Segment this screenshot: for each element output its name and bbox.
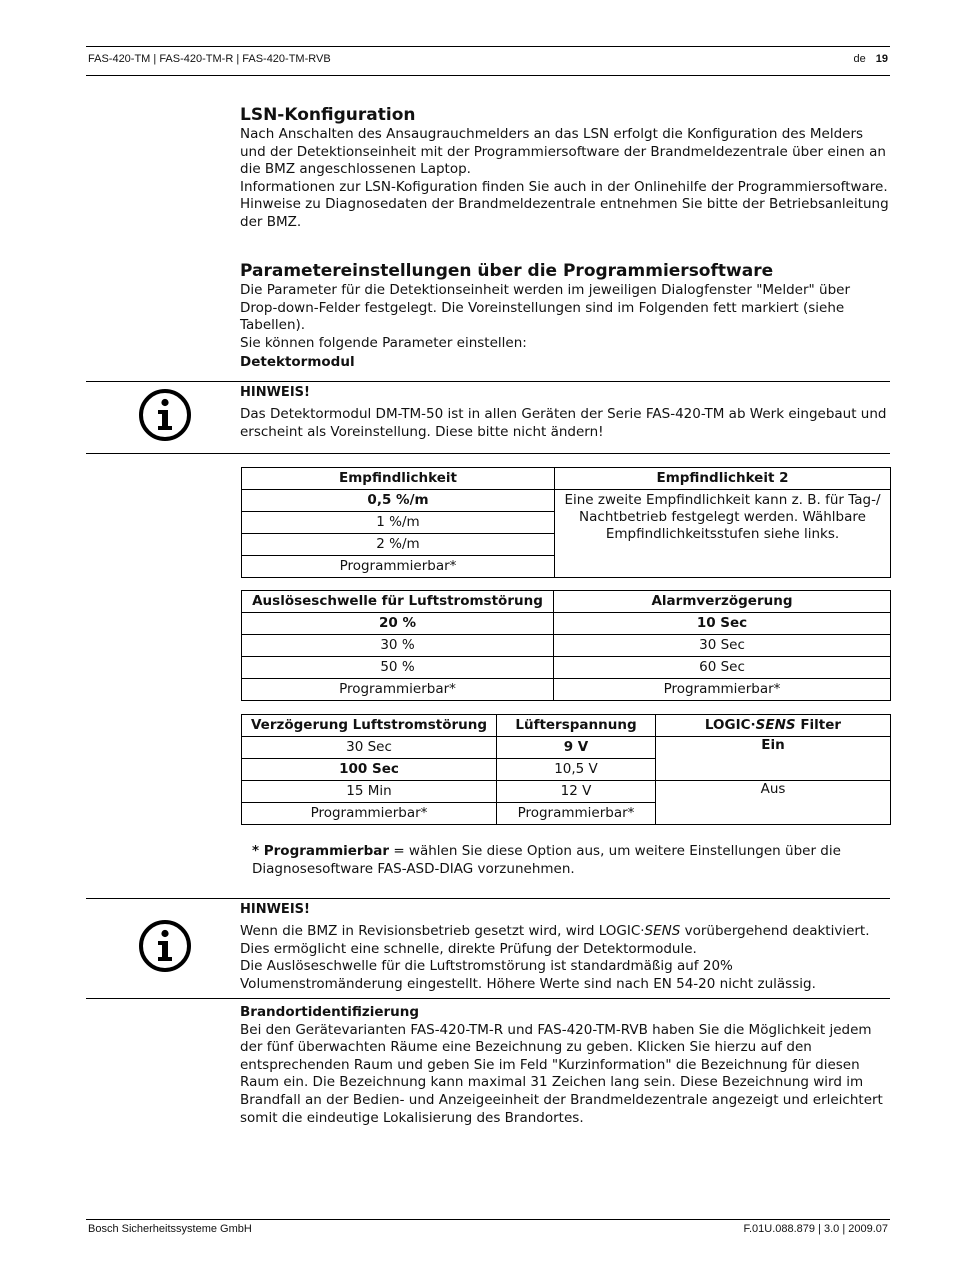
footnote bbox=[252, 843, 882, 878]
table-cell: 10 Sec bbox=[554, 613, 891, 635]
lsn-paragraph-3: Hinweise zu Diagnosedaten der Brandmeldezentrale entnehmen Sie bitte der Betriebsanleitung der BMZ. bbox=[240, 196, 889, 230]
table-cell: Programmierbar* bbox=[497, 803, 656, 825]
table-header-logic-sens bbox=[656, 715, 891, 737]
table-header: Lüfterspannung bbox=[497, 715, 656, 737]
notice-text-part: vorübergehend deaktiviert. Dies ermöglicht eine schnelle, direkte Prüfung der Detektormodule. bbox=[240, 923, 870, 957]
notice-text-2a bbox=[240, 923, 890, 958]
info-icon bbox=[138, 388, 192, 442]
notice-text-2b: Die Auslöseschwelle für die Luftstromstörung ist standardmäßig auf 20% Volumenstromänderung eingestellt. Höhere Werte sind nach EN 54-20 nicht zulässig. bbox=[240, 958, 816, 992]
page-number: 19 bbox=[875, 53, 888, 65]
table-cell: Programmierbar* bbox=[554, 679, 891, 701]
table-header: Empfindlichkeit bbox=[242, 468, 555, 490]
notice-box-1 bbox=[86, 381, 890, 454]
notice-body-2 bbox=[240, 901, 890, 993]
header-page-info bbox=[854, 53, 889, 65]
table-cell: 1 %/m bbox=[242, 512, 555, 534]
page-footer bbox=[86, 1219, 890, 1235]
table-header: Empfindlichkeit 2 bbox=[555, 468, 891, 490]
table-cell: Aus bbox=[656, 781, 891, 825]
info-icon bbox=[138, 919, 192, 973]
notice-text-part: Wenn die BMZ in Revisionsbetrieb gesetzt wird, wird LOGIC· bbox=[240, 923, 645, 939]
table-cell: 100 Sec bbox=[242, 759, 497, 781]
params-paragraph-2: Sie können folgende Parameter einstellen: bbox=[240, 334, 527, 351]
header-product: FAS-420-TM | FAS-420-TM-R | FAS-420-TM-RVB bbox=[88, 53, 331, 65]
header-lang: de bbox=[853, 53, 866, 65]
sensitivity-table bbox=[241, 467, 891, 578]
table-cell: Programmierbar* bbox=[242, 679, 554, 701]
page-header bbox=[86, 46, 890, 76]
footer-company: Bosch Sicherheitssysteme GmbH bbox=[88, 1223, 252, 1235]
table-cell: 15 Min bbox=[242, 781, 497, 803]
table-cell: 2 %/m bbox=[242, 534, 555, 556]
table-cell: Ein bbox=[656, 737, 891, 781]
table-header: Alarmverzögerung bbox=[554, 591, 891, 613]
header-part: Filter bbox=[795, 717, 842, 733]
footnote-bold: * Programmierbar bbox=[252, 843, 390, 859]
footer-doc-id: F.01U.088.879 | 3.0 | 2009.07 bbox=[743, 1223, 888, 1235]
notice-box-2 bbox=[86, 898, 890, 999]
table-cell: 12 V bbox=[497, 781, 656, 803]
params-heading: Parametereinstellungen über die Programmiersoftware bbox=[240, 261, 774, 281]
notice-text-part: SENS bbox=[644, 923, 681, 939]
table-cell: 30 Sec bbox=[554, 635, 891, 657]
table-cell: Programmierbar* bbox=[242, 556, 555, 578]
threshold-delay-table bbox=[241, 590, 891, 701]
notice-text-1: Das Detektormodul DM-TM-50 ist in allen Geräten der Serie FAS-420-TM ab Werk eingebaut und erscheint als Voreinstellung. Diese bitte nicht ändern! bbox=[240, 406, 887, 440]
table-cell: 30 Sec bbox=[242, 737, 497, 759]
table-cell: 20 % bbox=[242, 613, 554, 635]
table-cell: Eine zweite Empfindlichkeit kann z. B. für Tag-/ Nachtbetrieb festgelegt werden. Wählbare Empfindlichkeitsstufen siehe links. bbox=[555, 490, 891, 578]
table-cell: 30 % bbox=[242, 635, 554, 657]
brand-section bbox=[240, 1004, 890, 1127]
table-cell: 50 % bbox=[242, 657, 554, 679]
lsn-paragraph-2: Informationen zur LSN-Kofiguration finden Sie auch in der Onlinehilfe der Programmiersoftware. bbox=[240, 178, 888, 195]
params-section bbox=[240, 260, 890, 372]
table-header: Verzögerung Luftstromstörung bbox=[242, 715, 497, 737]
table-cell: Programmierbar* bbox=[242, 803, 497, 825]
lsn-heading: LSN-Konfiguration bbox=[240, 105, 416, 125]
brand-paragraph: Bei den Gerätevarianten FAS-420-TM-R und FAS-420-TM-RVB haben Sie die Möglichkeit jedem der fünf überwachten Räume eine Bezeichnung zu geben. Klicken Sie hierzu auf den entsprechenden Raum und geben Sie im Feld "Kurzinformation" die Bezeichnung für diesen Raum ein. Die Bezeichnung kann maximal 31 Zeichen lang sein. Diese Bezeichnung wird im Brandfall an der Bedien- und Anzeigeeinheit der Brandmeldezentrale angezeigt und erleichtert somit die eindeutige Lokalisierung des Brandortes. bbox=[240, 1021, 883, 1126]
brand-subheading: Brandortidentifizierung bbox=[240, 1004, 420, 1020]
notice-title-1: HINWEIS! bbox=[240, 385, 310, 400]
lsn-paragraph-1: Nach Anschalten des Ansaugrauchmelders an das LSN erfolgt die Konfiguration des Melders und der Detektionseinheit mit der Programmiersoftware der Brandmeldezentrale über einen an die BMZ angeschlossenen Laptop. bbox=[240, 126, 886, 178]
footnote-text: = wählen Sie diese Option aus, um weitere Einstellungen über die Diagnosesoftware FAS-ASD-DIAG vorzunehmen. bbox=[252, 843, 841, 877]
table-cell: 10,5 V bbox=[497, 759, 656, 781]
notice-body-1 bbox=[240, 384, 890, 441]
detektormodul-subheading: Detektormodul bbox=[240, 354, 355, 371]
notice-title-2: HINWEIS! bbox=[240, 902, 310, 917]
params-paragraph-1: Die Parameter für die Detektionseinheit werden im jeweiligen Dialogfenster "Melder" über Drop-down-Felder festgelegt. Die Voreinstellungen sind im Folgenden fett markiert (siehe Tabellen). bbox=[240, 282, 851, 334]
table-cell: 60 Sec bbox=[554, 657, 891, 679]
airflow-fan-filter-table bbox=[241, 714, 891, 825]
table-cell: 9 V bbox=[497, 737, 656, 759]
header-part: LOGIC· bbox=[704, 717, 756, 733]
table-cell: 0,5 %/m bbox=[242, 490, 555, 512]
table-header: Auslöseschwelle für Luftstromstörung bbox=[242, 591, 554, 613]
lsn-section bbox=[240, 104, 890, 232]
header-part: SENS bbox=[755, 717, 796, 733]
